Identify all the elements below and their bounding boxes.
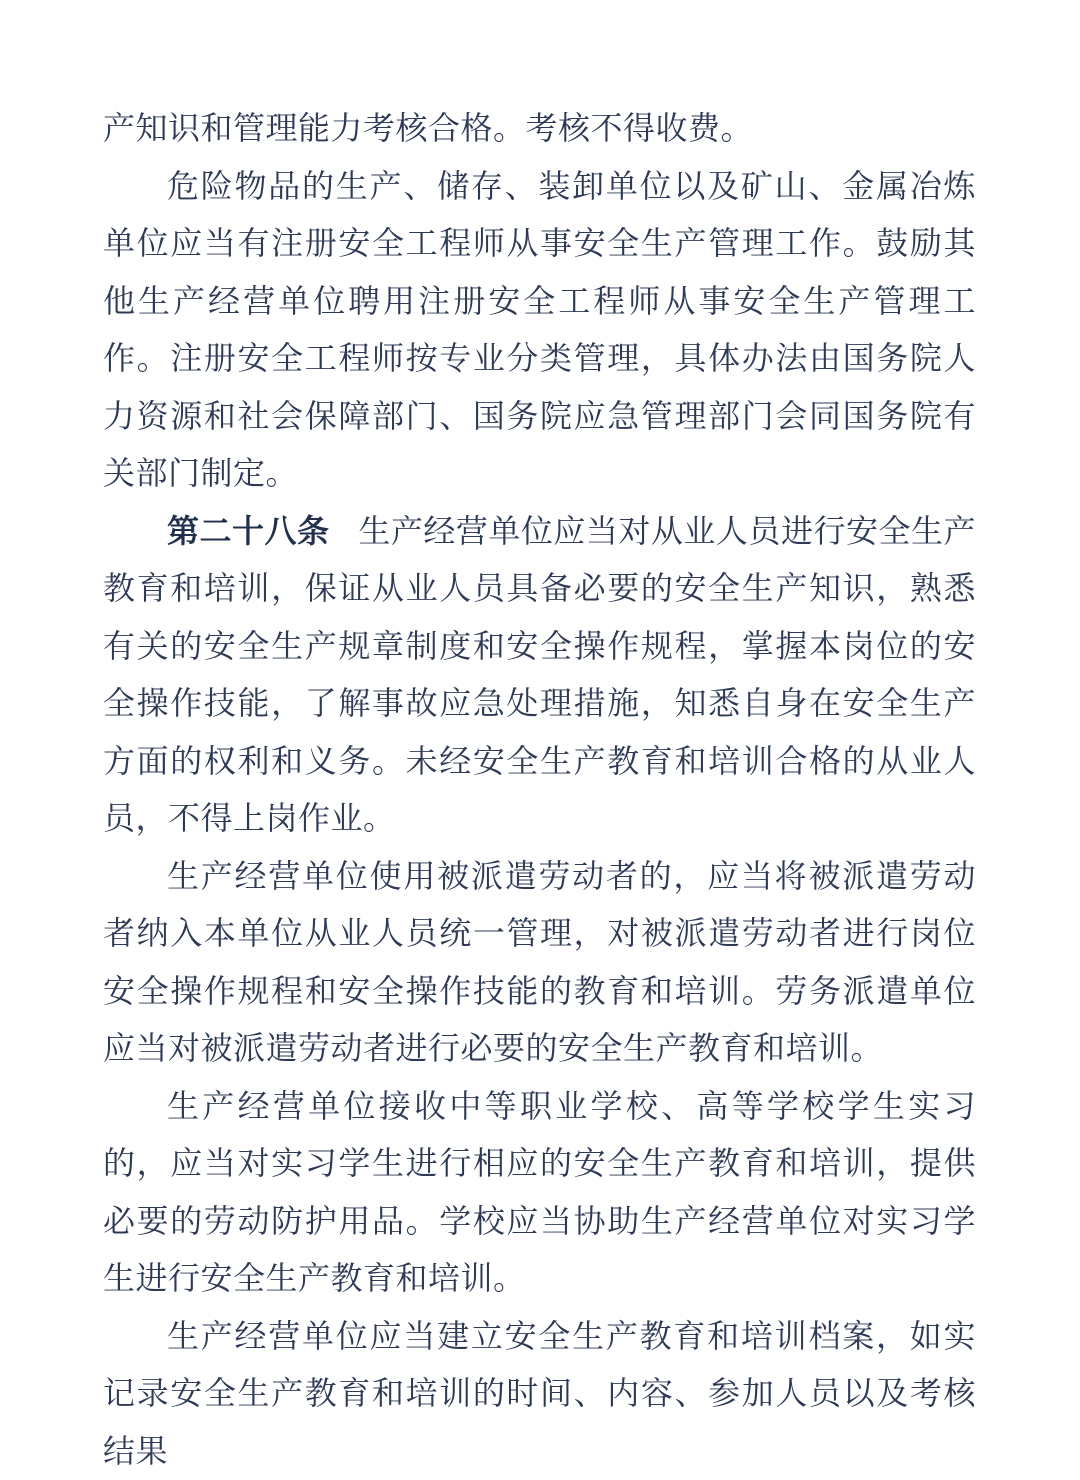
paragraph: 危险物品的生产、储存、装卸单位以及矿山、金属冶炼单位应当有注册安全工程师从事安全生产管理工作。鼓励其他生产经营单位聘用注册安全工程师从事安全生产管理工作。注册安全工程师按专业分类管理，具体办法由国务院人力资源和社会保障部门、国务院应急管理部门会同国务院有关部门制定。	[103, 158, 976, 503]
paragraph-article-28	[103, 503, 976, 848]
paragraph-continuation: 产知识和管理能力考核合格。考核不得收费。	[103, 100, 976, 158]
article-text: 生产经营单位应当对从业人员进行安全生产教育和培训，保证从业人员具备必要的安全生产知识，熟悉有关的安全生产规章制度和安全操作规程，掌握本岗位的安全操作技能，了解事故应急处理措施，知悉自身在安全生产方面的权利和义务。未经安全生产教育和培训合格的从业人员，不得上岗作业。	[103, 513, 976, 837]
paragraph-truncated: 生产经营单位应当建立安全生产教育和培训档案，如实记录安全生产教育和培训的时间、内容、参加人员以及考核结果	[103, 1308, 976, 1480]
paragraph: 生产经营单位使用被派遣劳动者的，应当将被派遣劳动者纳入本单位从业人员统一管理，对被派遣劳动者进行岗位安全操作规程和安全操作技能的教育和培训。劳务派遣单位应当对被派遣劳动者进行必要的安全生产教育和培训。	[103, 848, 976, 1078]
paragraph: 生产经营单位接收中等职业学校、高等学校学生实习的，应当对实习学生进行相应的安全生产教育和培训，提供必要的劳动防护用品。学校应当协助生产经营单位对实习学生进行安全生产教育和培训。	[103, 1078, 976, 1308]
article-number: 第二十八条	[167, 513, 330, 549]
law-text-body	[103, 100, 976, 1480]
